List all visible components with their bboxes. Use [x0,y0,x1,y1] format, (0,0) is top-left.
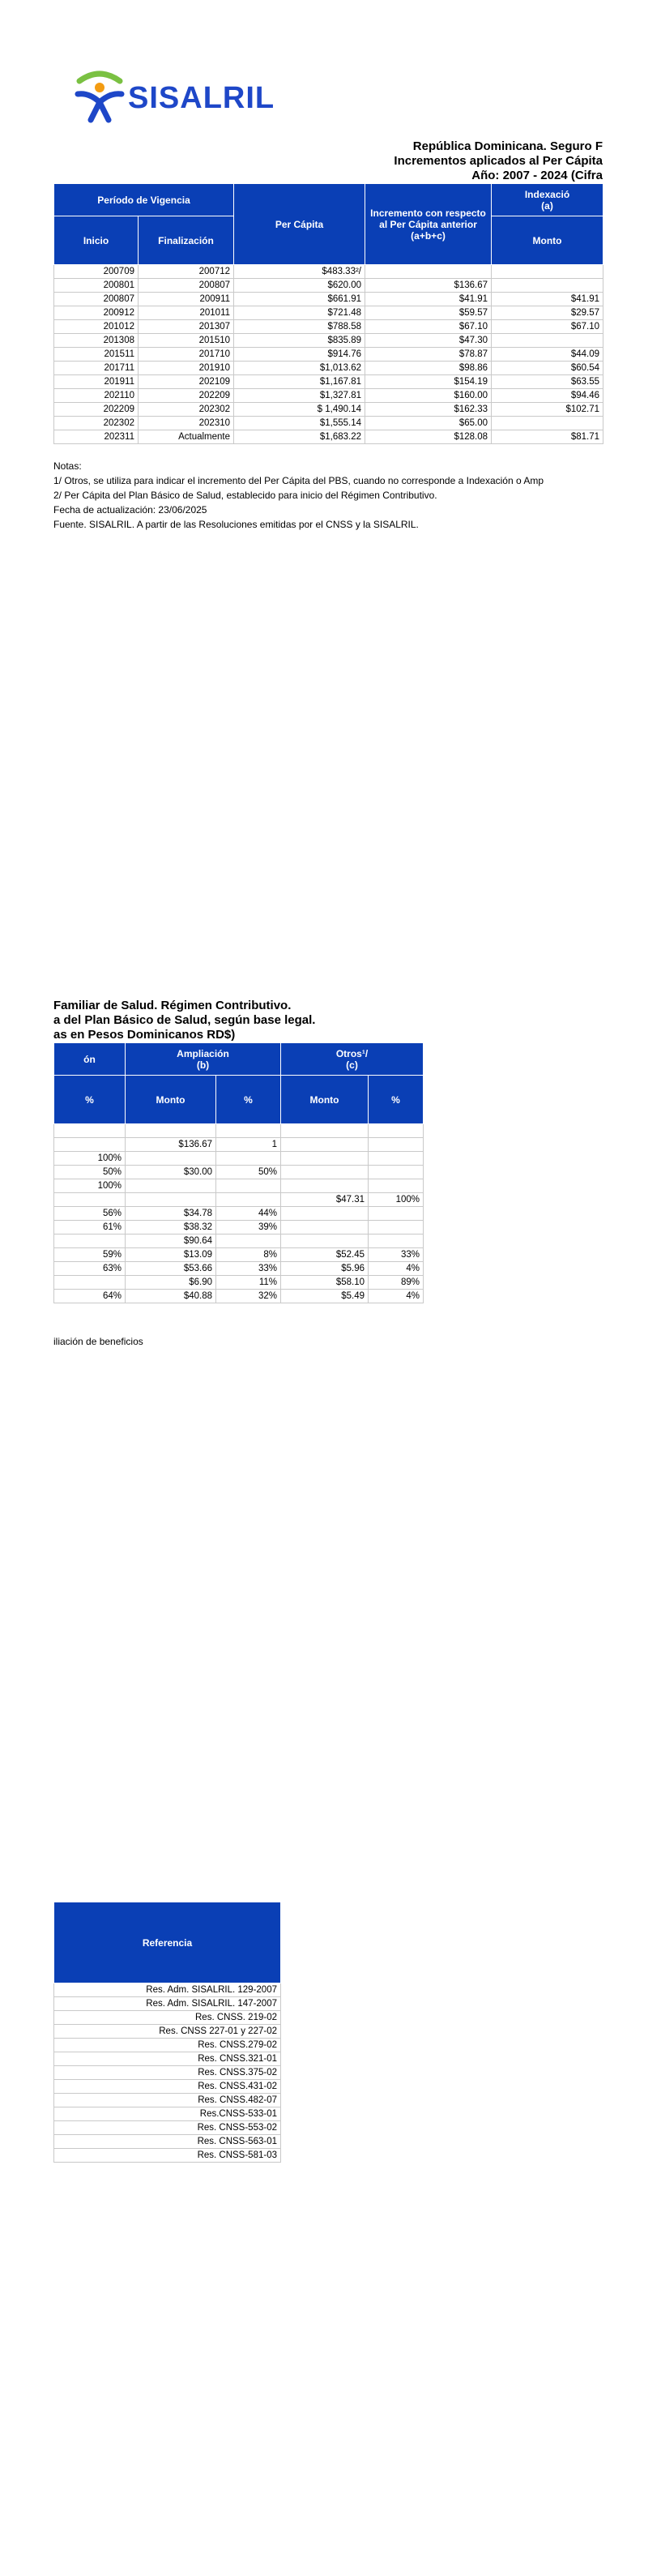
cell-referencia: Res. Adm. SISALRIL. 129-2007 [54,1983,281,1997]
per-capita-table [53,183,603,444]
cell-referencia: Res. CNSS-563-01 [54,2135,281,2149]
cell-indexacion-monto: $60.54 [492,362,603,375]
table-row [54,334,603,348]
cell-inicio: 200709 [54,265,139,279]
page2-title-line-1: Familiar de Salud. Régimen Contributivo. [53,999,292,1012]
cell-indexacion-monto: $102.71 [492,403,603,417]
header-per-capita: Per Cápita [234,184,365,265]
cell-inicio: 202110 [54,389,139,403]
page2-title-line-2: a del Plan Básico de Salud, según base legal. [53,1013,316,1027]
table-row [54,1262,424,1276]
cell-indexacion-monto [492,334,603,348]
note-update-date: Fecha de actualización: 23/06/2025 [53,504,207,516]
cell-indexacion-pct: 59% [54,1248,126,1262]
table-row [54,375,603,389]
cell-indexacion-pct [54,1276,126,1290]
table-row [54,1235,424,1248]
cell-finalizacion: 202209 [139,389,234,403]
cell-otros-monto [281,1152,369,1166]
cell-referencia: Res. CNSS.482-07 [54,2094,281,2107]
note-1: 1/ Otros, se utiliza para indicar el incremento del Per Cápita del PBS, cuando no corresponde a Indexación o Amp [53,475,544,486]
table-row [54,2066,281,2080]
cell-indexacion-pct: 61% [54,1221,126,1235]
table-row [54,389,603,403]
cell-incremento: $154.19 [365,375,492,389]
table-row [54,2107,281,2121]
logo-figure-icon [71,70,128,126]
cell-per-capita: $661.91 [234,293,365,306]
cell-indexacion-pct [54,1193,126,1207]
cell-otros-monto [281,1221,369,1235]
table-row [54,1997,281,2011]
cell-indexacion-pct: 50% [54,1166,126,1179]
header-indexacion-cont: ón [54,1043,126,1076]
header-indexacion: Indexació (a) [492,184,603,216]
table-row [54,1983,281,1997]
cell-ampliacion-monto: $40.88 [126,1290,216,1303]
page1-title-line-1: República Dominicana. Seguro F [412,139,603,153]
table-row [54,1124,424,1138]
cell-otros-pct [369,1207,424,1221]
cell-indexacion-pct [54,1235,126,1248]
cell-per-capita: $835.89 [234,334,365,348]
cell-otros-pct [369,1152,424,1166]
cell-incremento: $78.87 [365,348,492,362]
cell-otros-monto: $47.31 [281,1193,369,1207]
table-row [54,1221,424,1235]
cell-ampliacion-monto: $34.78 [126,1207,216,1221]
table-row [54,2052,281,2066]
header-referencia: Referencia [54,1902,281,1983]
note-2: 2/ Per Cápita del Plan Básico de Salud, establecido para inicio del Régimen Contributivo. [53,490,437,501]
cell-ampliacion-pct: 1 [216,1138,281,1152]
cell-incremento: $162.33 [365,403,492,417]
cell-indexacion-monto: $41.91 [492,293,603,306]
cell-incremento: $41.91 [365,293,492,306]
table-row [54,362,603,375]
cell-indexacion-monto: $67.10 [492,320,603,334]
header-otros-pct: % [369,1076,424,1124]
cell-ampliacion-pct: 32% [216,1290,281,1303]
cell-indexacion-monto [492,279,603,293]
table-row [54,1193,424,1207]
cell-referencia: Res. CNSS-553-02 [54,2121,281,2135]
table-row [54,320,603,334]
header-finalizacion: Finalización [139,216,234,265]
cell-referencia: Res. CNSS-581-03 [54,2149,281,2163]
cell-otros-monto [281,1138,369,1152]
cell-finalizacion: 200911 [139,293,234,306]
table-row [54,2080,281,2094]
cell-finalizacion: 202302 [139,403,234,417]
cell-per-capita: $1,555.14 [234,417,365,430]
cell-inicio: 201911 [54,375,139,389]
cell-otros-pct [369,1124,424,1138]
page1-title-line-3: Año: 2007 - 2024 (Cifra [471,169,603,182]
cell-otros-pct: 4% [369,1262,424,1276]
cell-otros-monto: $52.45 [281,1248,369,1262]
cell-finalizacion: 202310 [139,417,234,430]
cell-ampliacion-pct [216,1235,281,1248]
cell-otros-pct [369,1138,424,1152]
cell-ampliacion-pct [216,1152,281,1166]
table-row [54,1152,424,1166]
cell-otros-pct: 33% [369,1248,424,1262]
cell-otros-pct: 89% [369,1276,424,1290]
cell-ampliacion-monto [126,1179,216,1193]
cell-otros-pct [369,1179,424,1193]
cell-ampliacion-pct: 50% [216,1166,281,1179]
header-amp-monto: Monto [126,1076,216,1124]
cell-indexacion-pct: 64% [54,1290,126,1303]
table-row [54,293,603,306]
cell-otros-monto [281,1207,369,1221]
cell-otros-monto: $5.96 [281,1262,369,1276]
header-monto: Monto [492,216,603,265]
table-row [54,2149,281,2163]
table-row [54,2039,281,2052]
cell-per-capita: $ 1,490.14 [234,403,365,417]
table-row [54,430,603,444]
cell-indexacion-pct: 56% [54,1207,126,1221]
cell-incremento: $59.57 [365,306,492,320]
cell-otros-pct: 4% [369,1290,424,1303]
cell-ampliacion-monto: $13.09 [126,1248,216,1262]
table-row [54,417,603,430]
cell-indexacion-monto: $29.57 [492,306,603,320]
cell-inicio: 202311 [54,430,139,444]
notes-heading: Notas: [53,460,82,472]
table-row [54,2121,281,2135]
cell-ampliacion-pct: 11% [216,1276,281,1290]
cell-indexacion-monto: $81.71 [492,430,603,444]
cell-per-capita: $1,683.22 [234,430,365,444]
table-row [54,1166,424,1179]
cell-ampliacion-pct [216,1193,281,1207]
cell-incremento [365,265,492,279]
cell-per-capita: $1,167.81 [234,375,365,389]
cell-inicio: 202209 [54,403,139,417]
cell-otros-pct [369,1235,424,1248]
table-row [54,1276,424,1290]
cell-referencia: Res.CNSS-533-01 [54,2107,281,2121]
cell-otros-monto: $58.10 [281,1276,369,1290]
cell-indexacion-pct: 63% [54,1262,126,1276]
cell-ampliacion-monto [126,1193,216,1207]
header-periodo: Período de Vigencia [54,184,234,216]
cell-inicio: 201308 [54,334,139,348]
cell-indexacion-monto [492,417,603,430]
cell-otros-monto [281,1166,369,1179]
header-incremento: Incremento con respecto al Per Cápita anterior (a+b+c) [365,184,492,265]
cell-referencia: Res. CNSS.375-02 [54,2066,281,2080]
cell-ampliacion-pct: 44% [216,1207,281,1221]
cell-finalizacion: 202109 [139,375,234,389]
cell-finalizacion: 201710 [139,348,234,362]
cell-incremento: $47.30 [365,334,492,348]
table-row [54,265,603,279]
cell-inicio: 200912 [54,306,139,320]
table-row [54,348,603,362]
header-pct-a: % [54,1076,126,1124]
cell-referencia: Res. CNSS.279-02 [54,2039,281,2052]
cell-incremento: $128.08 [365,430,492,444]
page2-title-line-3: as en Pesos Dominicanos RD$) [53,1028,236,1042]
cell-incremento: $160.00 [365,389,492,403]
header-otros: Otros¹/ (c) [281,1043,424,1076]
header-amp-pct: % [216,1076,281,1124]
cell-ampliacion-pct: 39% [216,1221,281,1235]
cell-per-capita: $1,327.81 [234,389,365,403]
cell-finalizacion: 201510 [139,334,234,348]
cell-inicio: 201711 [54,362,139,375]
cell-indexacion-monto [492,265,603,279]
table-row [54,279,603,293]
cell-indexacion-pct: 100% [54,1152,126,1166]
cell-otros-monto: $5.49 [281,1290,369,1303]
header-ampliacion: Ampliación (b) [126,1043,281,1076]
note-source: Fuente. SISALRIL. A partir de las Resoluciones emitidas por el CNSS y la SISALRIL. [53,519,419,530]
cell-per-capita: $721.48 [234,306,365,320]
cell-referencia: Res. Adm. SISALRIL. 147-2007 [54,1997,281,2011]
cell-referencia: Res. CNSS.431-02 [54,2080,281,2094]
cell-indexacion-pct: 100% [54,1179,126,1193]
cell-per-capita: $483.33²/ [234,265,365,279]
cell-ampliacion-monto: $30.00 [126,1166,216,1179]
cell-finalizacion: Actualmente [139,430,234,444]
cell-indexacion-monto: $63.55 [492,375,603,389]
cell-ampliacion-monto [126,1124,216,1138]
table-row [54,1248,424,1262]
ampliacion-table [53,1042,424,1303]
cell-indexacion-monto: $44.09 [492,348,603,362]
cell-per-capita: $788.58 [234,320,365,334]
cell-finalizacion: 201011 [139,306,234,320]
cell-otros-monto [281,1179,369,1193]
table-row [54,2025,281,2039]
cell-per-capita: $914.76 [234,348,365,362]
cell-incremento: $136.67 [365,279,492,293]
page1-notes [53,459,544,532]
cell-otros-monto [281,1124,369,1138]
cell-inicio: 200801 [54,279,139,293]
table-row [54,306,603,320]
cell-inicio: 200807 [54,293,139,306]
table-row [54,2011,281,2025]
cell-finalizacion: 201307 [139,320,234,334]
cell-ampliacion-pct: 33% [216,1262,281,1276]
cell-inicio: 202302 [54,417,139,430]
cell-ampliacion-monto: $53.66 [126,1262,216,1276]
cell-indexacion-pct [54,1124,126,1138]
cell-indexacion-pct [54,1138,126,1152]
logo-text: SISALRIL [128,81,275,115]
cell-referencia: Res. CNSS. 219-02 [54,2011,281,2025]
referencia-table [53,1902,281,2163]
header-inicio: Inicio [54,216,139,265]
cell-referencia: Res. CNSS.321-01 [54,2052,281,2066]
table-row [54,2094,281,2107]
cell-ampliacion-monto: $136.67 [126,1138,216,1152]
cell-incremento: $67.10 [365,320,492,334]
sisalril-logo [71,70,330,126]
cell-ampliacion-monto: $90.64 [126,1235,216,1248]
table-row [54,1138,424,1152]
cell-ampliacion-monto: $6.90 [126,1276,216,1290]
cell-finalizacion: 200712 [139,265,234,279]
table-row [54,1290,424,1303]
cell-per-capita: $620.00 [234,279,365,293]
cell-otros-pct [369,1166,424,1179]
table-row [54,1207,424,1221]
cell-finalizacion: 200807 [139,279,234,293]
cell-inicio: 201012 [54,320,139,334]
cell-ampliacion-monto [126,1152,216,1166]
header-otros-monto: Monto [281,1076,369,1124]
cell-otros-monto [281,1235,369,1248]
cell-referencia: Res. CNSS 227-01 y 227-02 [54,2025,281,2039]
cell-inicio: 201511 [54,348,139,362]
cell-ampliacion-pct: 8% [216,1248,281,1262]
cell-finalizacion: 201910 [139,362,234,375]
cell-ampliacion-pct [216,1124,281,1138]
page2-note: iliación de beneficios [53,1336,143,1347]
cell-per-capita: $1,013.62 [234,362,365,375]
page1-title-line-2: Incrementos aplicados al Per Cápita [394,154,603,168]
cell-otros-pct [369,1221,424,1235]
cell-incremento: $65.00 [365,417,492,430]
cell-incremento: $98.86 [365,362,492,375]
table-row [54,1179,424,1193]
cell-otros-pct: 100% [369,1193,424,1207]
cell-ampliacion-pct [216,1179,281,1193]
table-row [54,403,603,417]
table-row [54,2135,281,2149]
cell-indexacion-monto: $94.46 [492,389,603,403]
cell-ampliacion-monto: $38.32 [126,1221,216,1235]
